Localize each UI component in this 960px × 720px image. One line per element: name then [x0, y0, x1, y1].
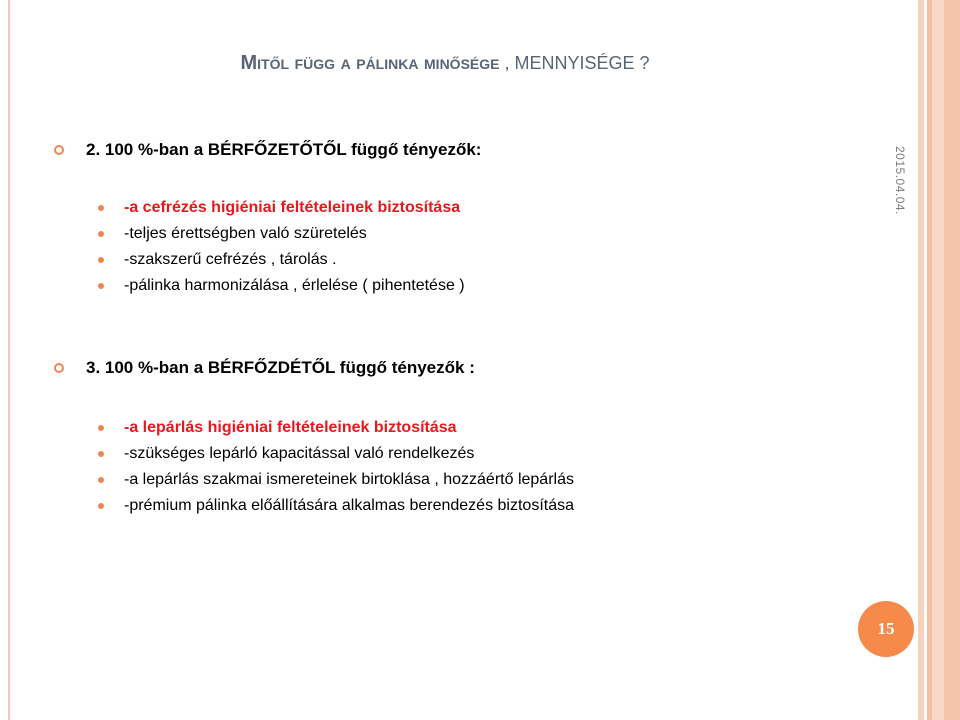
list-item: -szakszerű cefrézés , tárolás . — [98, 247, 465, 273]
title-suffix: , MENNYISÉGE ? — [499, 53, 650, 73]
list-item: -szükséges lepárló kapacitással való rendelkezés — [98, 441, 574, 467]
section-2-list — [98, 195, 465, 299]
section-text: 3. 100 %-ban a BÉRFŐZDÉTŐL függő tényezők : — [86, 358, 475, 377]
list-item: -teljes érettségben való szüretelés — [98, 221, 465, 247]
bullet-dot-icon — [98, 283, 104, 289]
ring-bullet-icon — [54, 145, 64, 155]
section-text: 2. 100 %-ban a BÉRFŐZETŐTŐL függő tényezők: — [86, 140, 482, 159]
slide-title — [0, 52, 890, 75]
section-heading-3 — [54, 358, 475, 378]
list-item: -a lepárlás szakmai ismereteinek birtoklása , hozzáértő lepárlás — [98, 467, 574, 493]
list-item: -pálinka harmonizálása , érlelése ( pihentetése ) — [98, 273, 465, 299]
bullet-dot-icon — [98, 451, 104, 457]
slide-date: 2015.04.04. — [893, 146, 907, 215]
bullet-dot-icon — [98, 231, 104, 237]
right-border-stripe — [932, 0, 944, 720]
right-border-stripe — [944, 0, 960, 720]
list-item: -a cefrézés higiéniai feltételeinek biztosítása — [98, 195, 465, 221]
ring-bullet-icon — [54, 363, 64, 373]
bullet-dot-icon — [98, 503, 104, 509]
left-border-line — [8, 0, 10, 720]
bullet-dot-icon — [98, 425, 104, 431]
section-3-list — [98, 415, 574, 519]
bullet-dot-icon — [98, 205, 104, 211]
title-main: Mitől függ a pálinka minősége — [240, 52, 500, 74]
bullet-dot-icon — [98, 257, 104, 263]
list-item: -a lepárlás higiéniai feltételeinek biztosítása — [98, 415, 574, 441]
list-item: -prémium pálinka előállítására alkalmas berendezés biztosítása — [98, 493, 574, 519]
bullet-dot-icon — [98, 477, 104, 483]
page-number-badge: 15 — [858, 601, 914, 657]
section-heading-2 — [54, 140, 481, 160]
